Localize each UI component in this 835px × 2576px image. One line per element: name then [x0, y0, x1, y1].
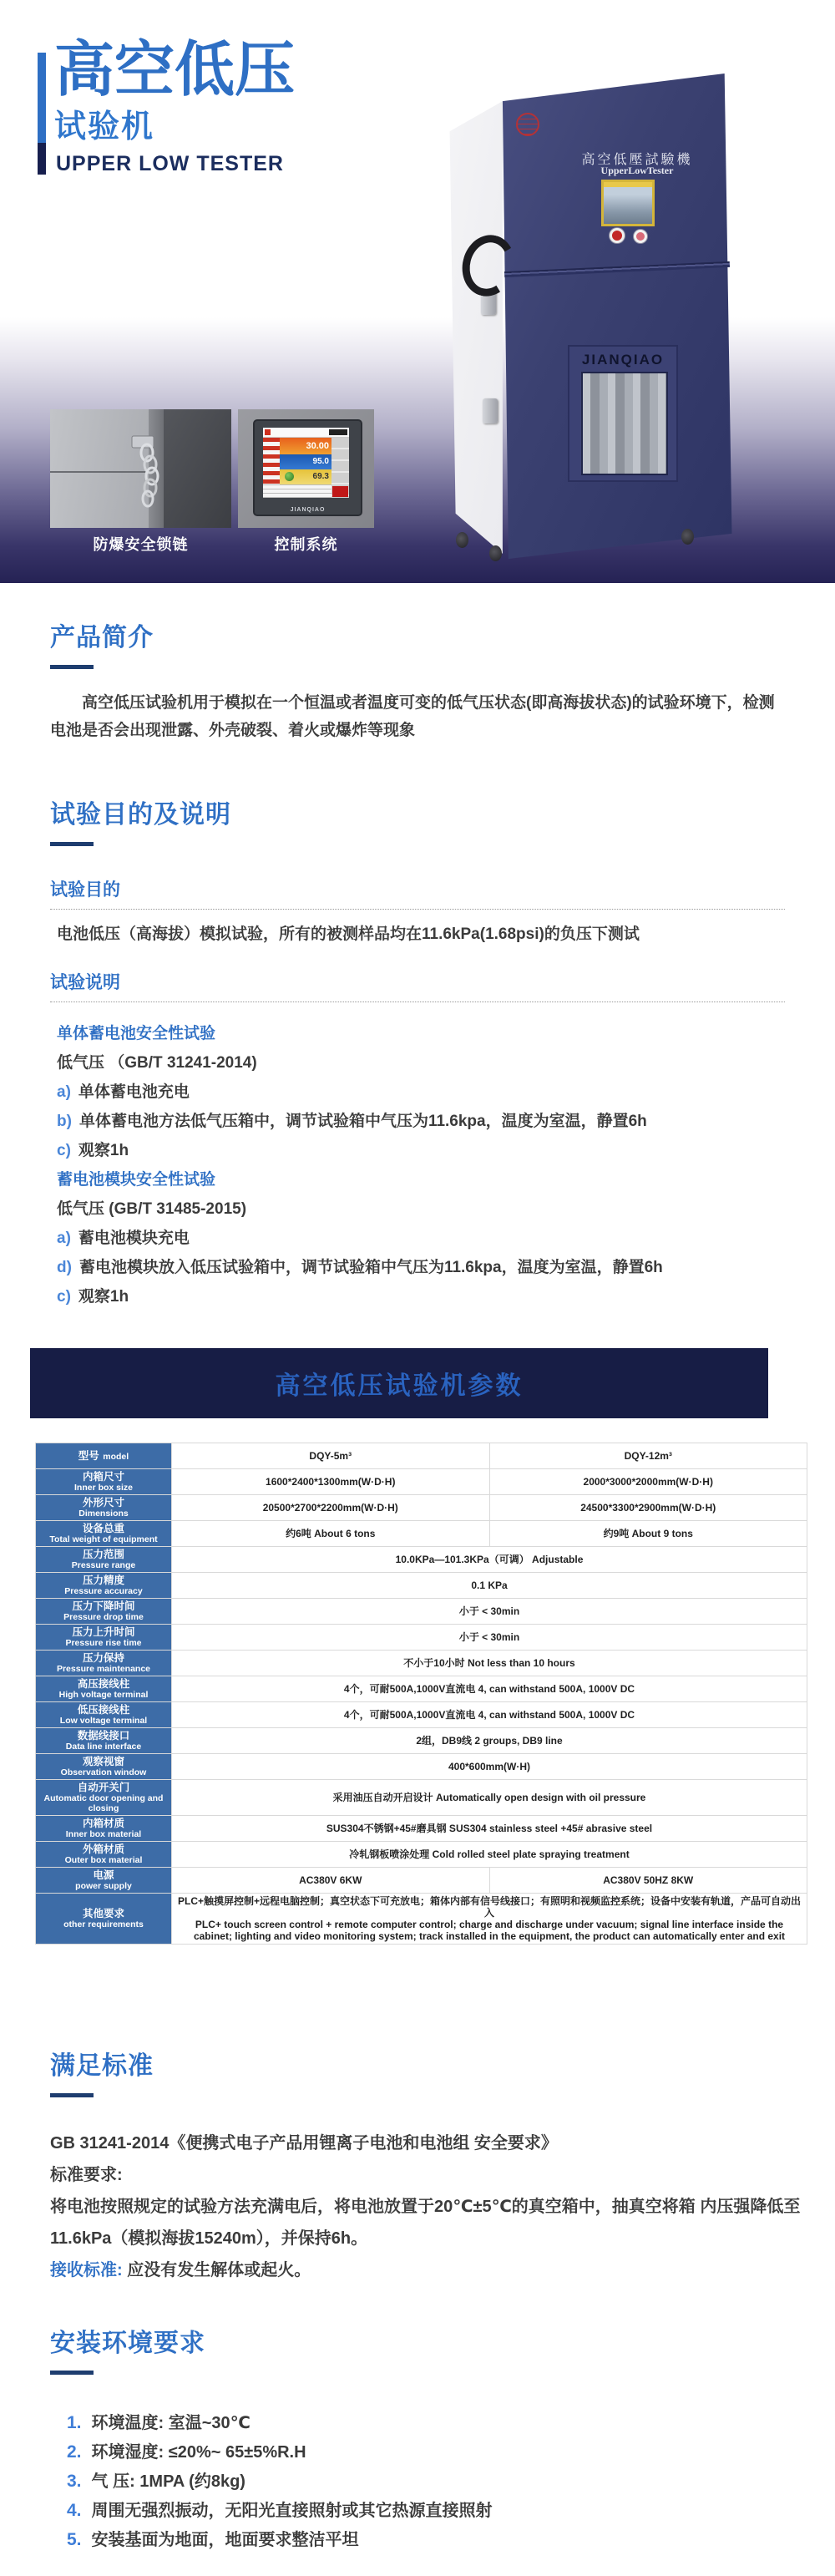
controller-stop-button [332, 486, 348, 497]
controller-temp-readout: 30.00 [280, 438, 331, 454]
table-row [36, 1651, 807, 1676]
machine-indicator-button [634, 230, 647, 243]
section-purpose [50, 794, 785, 1311]
controller-status-dot [285, 472, 294, 481]
controller-frame [253, 419, 362, 516]
row-value: 4个，可耐500A,1000V直流电 4, can withstand 500A, 1000V DC [172, 1676, 807, 1702]
row-label: 压力精度 Pressure accuracy [36, 1573, 172, 1599]
row-label: 压力上升时间 Pressure rise time [36, 1625, 172, 1651]
standards-req-label: 标准要求: [50, 2166, 123, 2184]
title-accent-bar [38, 53, 46, 175]
item-text: 观察1h [78, 1142, 129, 1159]
section-parameters [0, 1348, 835, 1945]
table-row [36, 1728, 807, 1754]
row-label: 观察视窗 Observation window [36, 1754, 172, 1780]
install-item: 5. 安装基面为地面，地面要求整洁平坦 [67, 2530, 359, 2549]
section-install [50, 2322, 785, 2554]
table-row [36, 1599, 807, 1625]
brand-logo-icon [516, 113, 539, 136]
item-prefix: a) [57, 1083, 71, 1101]
table-row [36, 1443, 807, 1469]
table-row [36, 1469, 807, 1495]
item-prefix: a) [57, 1230, 71, 1247]
goal-label: 试验目的 [50, 876, 785, 910]
row-value: 1600*2400*1300mm(W·D·H) [172, 1469, 490, 1495]
product-photo [441, 71, 735, 574]
item-text: 单体蓄电池方法低气压箱中，调节试验箱中气压为11.6kpa，温度为室温，静置6h [78, 1113, 647, 1130]
standards-accept-text: 应没有发生解体或起火。 [127, 2261, 311, 2279]
block-title: 蓄电池模块安全性试验 [57, 1171, 216, 1189]
row-value: 约9吨 About 9 tons [489, 1521, 807, 1547]
list-item [57, 1107, 785, 1136]
standards-req-text-1: 将电池按照规定的试验方法充满电后，将电池放置于20℃±5℃的真空箱中，抽真空将箱 内压强降低至 [50, 2198, 801, 2216]
row-label: 压力下降时间 Pressure drop time [36, 1599, 172, 1625]
table-row [36, 1868, 807, 1894]
table-row [36, 1573, 807, 1599]
block-subtitle: 低气压 (GB/T 31485-2015) [57, 1200, 247, 1218]
page-title-cn: 高空低压 [54, 37, 296, 104]
other-requirements-en: PLC+ touch screen control + remote computer control; charge and discharge under vacuum; signal line interface inside the cabinet; lighting and video monitoring system; track installed in the equipment, the product can automatically enter and exit [193, 1919, 786, 1942]
install-item: 4. 周围无强烈振动，无阳光直接照射或其它热源直接照射 [67, 2501, 493, 2520]
machine-observation-window [568, 345, 678, 482]
machine-caster [681, 529, 694, 545]
table-row [36, 1702, 807, 1728]
row-value: 2组，DB9线 2 groups, DB9 line [172, 1728, 807, 1754]
parameters-table [35, 1443, 807, 1945]
item-prefix: b) [57, 1113, 72, 1130]
row-value: 400*600mm(W·H) [172, 1754, 807, 1780]
desc-label: 试验说明 [50, 969, 785, 1002]
install-list [50, 2408, 785, 2554]
section-standards [50, 2045, 801, 2286]
list-item [57, 1224, 785, 1253]
machine-window-brand: JIANQIAO [581, 352, 665, 368]
chain-photo-caption: 防爆安全锁链 [93, 536, 189, 553]
controller-brand-label: JIANQIAO [290, 507, 326, 513]
item-text: 观察1h [78, 1288, 129, 1306]
page-subtitle-cn: 试验机 [54, 109, 155, 145]
row-value [172, 1894, 807, 1945]
row-value: 0.1 KPa [172, 1573, 807, 1599]
heading-dash [50, 2371, 94, 2375]
block-title: 单体蓄电池安全性试验 [57, 1025, 216, 1042]
install-item: 1. 环境温度: 室温~30℃ [67, 2413, 250, 2432]
row-value: 小于 < 30min [172, 1625, 807, 1651]
row-value: AC380V 6KW [172, 1868, 490, 1894]
table-row [36, 1547, 807, 1573]
table-row [36, 1495, 807, 1521]
install-item: 3. 气 压: 1MPA (约8kg) [67, 2472, 245, 2491]
row-label: 高压接线柱 High voltage terminal [36, 1676, 172, 1702]
machine-window-glass [581, 372, 668, 475]
controller-header-badge [329, 429, 347, 435]
table-row [36, 1676, 807, 1702]
row-value: 采用油压自动开启设计 Automatically open design with oil pressure [172, 1780, 807, 1816]
table-row [36, 1842, 807, 1868]
row-value: 冷轧钢板喷涂处理 Cold rolled steel plate spraying treatment [172, 1842, 807, 1868]
other-requirements-cn: PLC+触摸屏控制+远程电脑控制；真空状态下可充放电；箱体内部有信号线接口；有照明和视频监控系统；设备中安装有轨道，产品可自动出入 [177, 1895, 802, 1919]
row-value: AC380V 50HZ 8KW [489, 1868, 807, 1894]
item-text: 蓄电池模块充电 [78, 1230, 190, 1247]
row-value: DQY-5m³ [172, 1443, 490, 1469]
row-label: 数据线接口 Data line interface [36, 1728, 172, 1754]
row-label: 自动开关门 Automatic door opening and closing [36, 1780, 172, 1816]
item-text: 蓄电池模块放入低压试验箱中，调节试验箱中气压为11.6kpa，温度为室温，静置6h [78, 1259, 663, 1276]
controller-third-readout: 69.3 [280, 469, 331, 484]
row-label: 设备总重 Total weight of equipment [36, 1521, 172, 1547]
heading-dash [50, 665, 94, 669]
row-value: 小于 < 30min [172, 1599, 807, 1625]
row-label: 其他要求 other requirements [36, 1894, 172, 1945]
row-label: 电源 power supply [36, 1868, 172, 1894]
block-subtitle: 低气压 （GB/T 31241-2014) [57, 1054, 257, 1072]
machine-touchscreen [601, 180, 655, 226]
machine-plate-cn: 高空低壓試驗機 [581, 153, 693, 167]
controller-info-area [263, 484, 331, 498]
controller-screen-header [263, 428, 349, 438]
controller-logo-icon [265, 429, 271, 435]
safety-chain-photo [50, 409, 231, 528]
control-system-photo [238, 409, 374, 528]
machine-plate-en: UpperLowTester [600, 165, 674, 176]
heading-dash [50, 842, 94, 846]
item-prefix: c) [57, 1142, 71, 1159]
purpose-heading: 试验目的及说明 [50, 801, 231, 829]
item-prefix: d) [57, 1259, 72, 1276]
row-value: SUS304不锈钢+45#磨具钢 SUS304 stainless steel +45# abrasive steel [172, 1816, 807, 1842]
list-item [57, 1282, 785, 1311]
list-item [57, 1136, 785, 1165]
intro-body: 高空低压试验机用于模拟在一个恒温或者温度可变的低气压状态(即高海拔状态)的试验环境下，检测电池是否会出现泄露、外壳破裂、着火或爆炸等现象 [50, 694, 775, 739]
goal-text: 电池低压（高海拔）模拟试验，所有的被测样品均在11.6kPa(1.68psi)的负压下测试 [57, 925, 640, 943]
install-heading: 安装环境要求 [50, 2330, 205, 2357]
row-label: 压力范围 Pressure range [36, 1547, 172, 1573]
chain-illustration [127, 428, 177, 511]
row-value: 24500*3300*2900mm(W·D·H) [489, 1495, 807, 1521]
row-value: 10.0KPa—101.3KPa（可调） Adjustable [172, 1547, 807, 1573]
row-label: 外形尺寸 Dimensions [36, 1495, 172, 1521]
control-photo-caption: 控制系统 [274, 536, 338, 553]
table-row [36, 1754, 807, 1780]
parameters-banner [30, 1348, 768, 1418]
row-label: 型号 model [36, 1443, 172, 1469]
table-row [36, 1816, 807, 1842]
row-value: 约6吨 About 6 tons [172, 1521, 490, 1547]
row-label: 内箱尺寸 Inner box size [36, 1469, 172, 1495]
controller-humidity-readout: 95.0 [280, 454, 331, 469]
item-text: 单体蓄电池充电 [78, 1083, 190, 1101]
standards-heading: 满足标准 [50, 2052, 154, 2080]
list-item [57, 1078, 785, 1107]
parameters-banner-title: 高空低压试验机参数 [275, 1372, 524, 1400]
standards-gb-line: GB 31241-2014《便携式电子产品用锂离子电池和电池组 安全要求》 [50, 2134, 558, 2153]
test-block-cell [50, 1019, 785, 1311]
machine-hinge-bottom [483, 398, 498, 423]
install-item: 2. 环境湿度: ≤20%~ 65±5%R.H [67, 2442, 306, 2462]
page-title-en: UPPER LOW TESTER [56, 152, 284, 175]
standards-accept-line [50, 2254, 785, 2286]
accent-bar-navy [38, 143, 46, 175]
machine-caster [456, 532, 468, 548]
table-row [36, 1625, 807, 1651]
row-label: 压力保持 Pressure maintenance [36, 1651, 172, 1676]
row-value: 不小于10小时 Not less than 10 hours [172, 1651, 807, 1676]
row-label: 内箱材质 Inner box material [36, 1816, 172, 1842]
standards-req-text-2: 11.6kPa（模拟海拔15240m），并保持6h。 [50, 2229, 368, 2248]
row-value: 2000*3000*2000mm(W·D·H) [489, 1469, 807, 1495]
table-row [36, 1780, 807, 1816]
controller-screen [263, 428, 349, 498]
machine-caster [489, 545, 502, 561]
heading-dash [50, 2093, 94, 2097]
list-item [57, 1253, 785, 1282]
table-row [36, 1521, 807, 1547]
row-value: 4个，可耐500A,1000V直流电 4, can withstand 500A, 1000V DC [172, 1702, 807, 1728]
standards-accept-label: 接收标准: [50, 2261, 123, 2279]
machine-power-button [610, 228, 625, 243]
intro-heading: 产品简介 [50, 624, 154, 652]
table-row [36, 1894, 807, 1945]
row-label: 低压接线柱 Low voltage terminal [36, 1702, 172, 1728]
section-intro [50, 616, 785, 744]
item-prefix: c) [57, 1288, 71, 1306]
row-label: 外箱材质 Outer box material [36, 1842, 172, 1868]
row-value: DQY-12m³ [489, 1443, 807, 1469]
row-value: 20500*2700*2200mm(W·D·H) [172, 1495, 490, 1521]
controller-left-column [263, 438, 280, 488]
accent-bar-blue [38, 53, 46, 143]
